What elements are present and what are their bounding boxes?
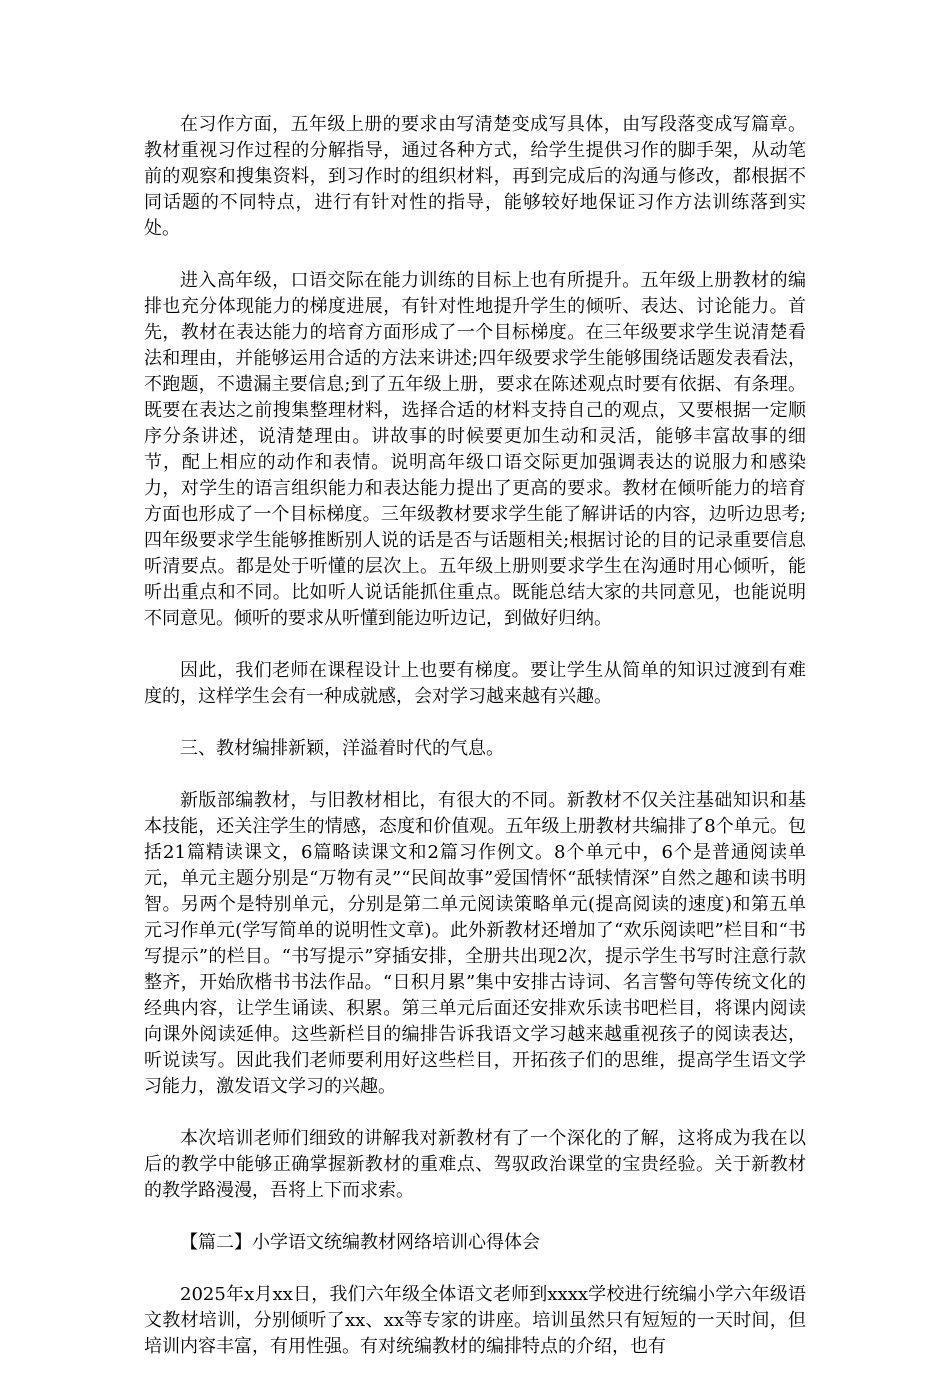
section-heading-3: 三、教材编排新颖，洋溢着时代的气息。: [180, 738, 504, 759]
paragraph-course-design: 因此，我们老师在课程设计上也要有梯度。要让学生从简单的知识过渡到有难度的，这样学生会有一种成就感，会对学习越来越有兴趣。: [144, 660, 806, 707]
paragraph-writing: 在习作方面，五年级上册的要求由写清楚变成写具体，由写段落变成写篇章。教材重视习作过程的分解指导，通过各种方式，给学生提供习作的脚手架，从动笔前的观察和搜集资料，到习作时的组织材料，再到完成后的沟通与修改，都根据不同话题的不同特点，进行有针对性的指导，能够较好地保证习作方法训练落到实处。: [144, 114, 806, 239]
paragraph-new-textbook: 新版部编教材，与旧教材相比，有很大的不同。新教材不仅关注基础知识和基本技能，还关注学生的情感，态度和价值观。五年级上册教材共编排了8个单元。包括21篇精读课文，6篇略读课文和2篇习作例文。8个单元中，6个是普通阅读单元，单元主题分别是“万物有灵”“民间故事”爱国情怀“舐犊情深”自然之趣和读书明智。另两个是特别单元，分别是第二单元阅读策略单元(提高阅读的速度)和第五单元习作单元(学写简单的说明性文章)。此外新教材还增加了“欢乐阅读吧”栏目和“书写提示”的栏目。“书写提示”穿插安排，全册共出现2次，提示学生书写时注意行款整齐，开始欣楷书书法作品。“日积月累”集中安排古诗词、名言警句等传统文化的经典内容，让学生诵读、积累。第三单元后面还安排欢乐读书吧栏目，将课内阅读向课外阅读延伸。这些新栏目的编排告诉我语文学习越来越重视孩子的阅读表达，听说读写。因此我们老师要利用好这些栏目，开拓孩子们的思维，提高学生语文学习能力，激发语文学习的兴趣。: [144, 790, 806, 1097]
paragraph-training-date: 2025年x月xx日，我们六年级全体语文老师到xxxx学校进行统编小学六年级语文教材培训，分别倾听了xx、xx等专家的讲座。培训虽然只有短短的一天时间，但培训内容丰富，有用性强。有对统编教材的编排特点的介绍，也有: [144, 1284, 806, 1357]
article-title-part-2: 【篇二】小学语文统编教材网络培训心得体会: [180, 1232, 540, 1253]
document-page: [144, 112, 806, 1386]
paragraph-training-summary: 本次培训老师们细致的讲解我对新教材有了一个深化的了解，这将成为我在以后的教学中能够正确掌握新教材的重难点、驾驭政治课堂的宝贵经验。关于新教材的教学路漫漫，吾将上下而求索。: [144, 1128, 806, 1201]
paragraph-oral-communication: 进入高年级，口语交际在能力训练的目标上也有所提升。五年级上册教材的编排也充分体现能力的梯度进展，有针对性地提升学生的倾听、表达、讨论能力。首先，教材在表达能力的培育方面形成了一个目标梯度。在三年级要求学生说清楚看法和理由，并能够运用合适的方法来讲述;四年级要求学生能够围绕话题发表看法，不跑题，不遗漏主要信息;到了五年级上册，要求在陈述观点时要有依据、有条理。既要在表达之前搜集整理材料，选择合适的材料支持自己的观点，又要根据一定顺序分条讲述，说清楚理由。讲故事的时候要更加生动和灵活，能够丰富故事的细节，配上相应的动作和表情。说明高年级口语交际更加强调表达的说服力和感染力，对学生的语言组织能力和表达能力提出了更高的要求。教材在倾听能力的培育方面也形成了一个目标梯度。三年级教材要求学生能了解讲话的内容，边听边思考;四年级要求学生能够推断别人说的话是否与话题相关;根据讨论的目的记录重要信息听清要点。都是处于听懂的层次上。五年级上册则要求学生在沟通时用心倾听，能听出重点和不同。比如听人说话能抓住重点。既能总结大家的共同意见，也能说明不同意见。倾听的要求从听懂到能边听边记，到做好归纳。: [144, 270, 806, 629]
